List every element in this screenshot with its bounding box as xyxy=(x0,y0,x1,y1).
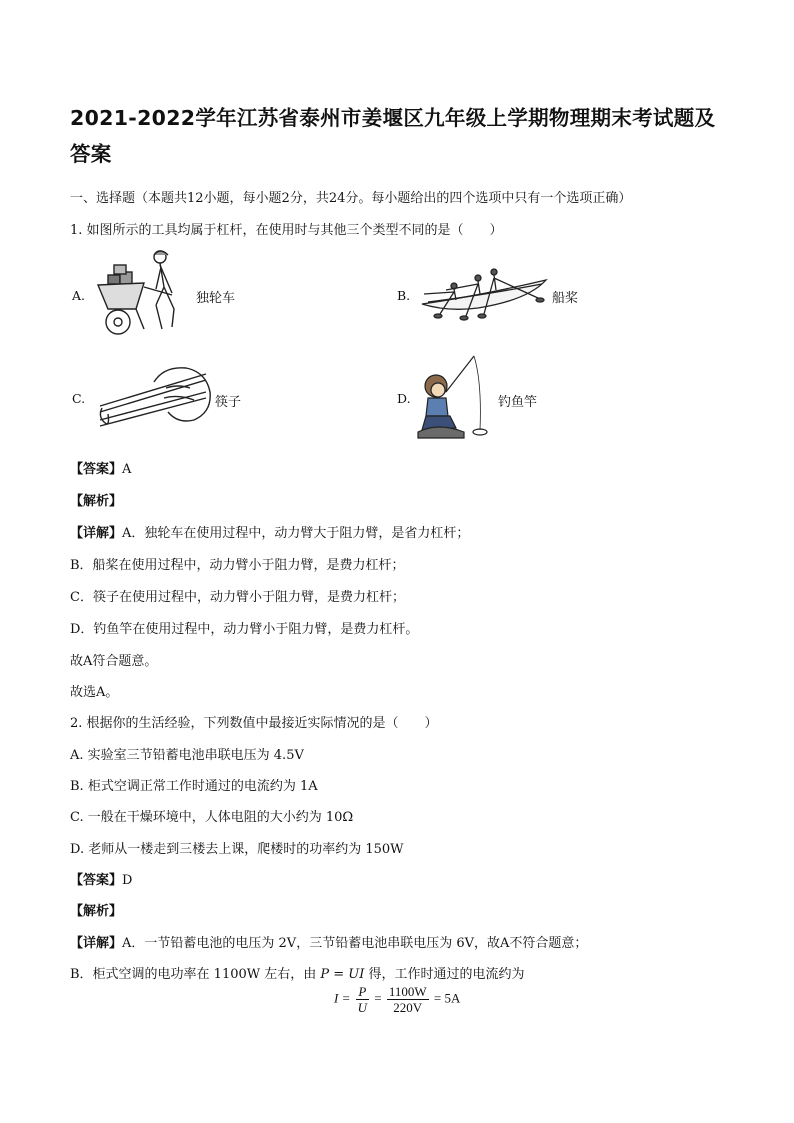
q2-detail-b xyxy=(70,963,525,982)
option-a-name: 独轮车 xyxy=(196,291,236,306)
document-title xyxy=(70,100,730,172)
option-d-letter: D. xyxy=(397,391,411,406)
q1-analysis-label: 【解析】 xyxy=(70,494,123,509)
title-line-1: 2021-2022学年江苏省泰州市姜堰区九年级上学期物理期末考试题及 xyxy=(70,106,716,130)
inline-formula: P = UI xyxy=(320,967,365,982)
detail-text: A．一节铅蓄电池的电压为 2V，三节铅蓄电池串联电压为 6V，故A不符合题意； xyxy=(122,936,588,951)
q2-option-b: B. 柜式空调正常工作时通过的电流约为 1A xyxy=(70,779,318,794)
q1-detail-d: D．钓鱼竿在使用过程中，动力臂小于阻力臂，是费力杠杆。 xyxy=(70,622,419,637)
option-b-name: 船桨 xyxy=(552,291,579,306)
section-heading: 一、选择题（本题共12小题，每小题2分，共24分。每小题给出的四个选项中只有一个选项正确） xyxy=(70,191,632,206)
rowing-boat-illustration-icon xyxy=(418,264,550,324)
fraction-denominator: 220V xyxy=(393,1000,423,1015)
fraction-numerator: 1100W xyxy=(388,984,427,999)
option-c-letter: C. xyxy=(72,391,86,406)
detail-label: 【详解】 xyxy=(70,526,123,541)
chopsticks-illustration-icon xyxy=(94,362,214,436)
q2-answer xyxy=(70,869,132,888)
fishing-boy-illustration-icon xyxy=(416,352,496,442)
formula-lhs: I = xyxy=(334,990,351,1006)
q2-option-d: D. 老师从一楼走到三楼去上课，爬楼时的功率约为 150W xyxy=(70,842,404,857)
fraction-p-over-u xyxy=(356,984,369,1015)
current-formula xyxy=(334,984,460,1015)
option-d-name: 钓鱼竿 xyxy=(498,395,538,410)
option-c-name: 筷子 xyxy=(215,395,242,410)
q1-detail-a xyxy=(70,522,469,541)
q2-analysis-label: 【解析】 xyxy=(70,904,123,919)
q1-conclusion: 故A符合题意。 xyxy=(70,654,158,669)
detail-label: 【详解】 xyxy=(70,936,123,951)
wheelbarrow-illustration-icon xyxy=(94,247,194,339)
fraction-denominator: U xyxy=(357,1000,367,1015)
question-1-stem: 1. 如图所示的工具均属于杠杆，在使用时与其他三个类型不同的是（ ） xyxy=(70,223,503,238)
question-2-stem: 2. 根据你的生活经验，下列数值中最接近实际情况的是（ ） xyxy=(70,716,438,731)
formula-equals: = xyxy=(374,990,382,1006)
detail-text: A．独轮车在使用过程中，动力臂大于阻力臂，是省力杠杆； xyxy=(122,526,470,541)
fraction-values xyxy=(387,984,429,1015)
detail-text: 得，工作时通过的电流约为 xyxy=(368,967,525,982)
option-b-letter: B. xyxy=(397,288,411,303)
title-line-2: 答案 xyxy=(70,142,112,166)
q1-choice: 故选A。 xyxy=(70,685,119,700)
q1-answer xyxy=(70,458,131,477)
detail-text: B．柜式空调的电功率在 1100W 左右，由 xyxy=(70,967,317,982)
q2-option-a: A. 实验室三节铅蓄电池串联电压为 4.5V xyxy=(70,748,304,763)
option-a-letter: A. xyxy=(72,288,86,303)
answer-label: 【答案】 xyxy=(70,462,123,477)
answer-label: 【答案】 xyxy=(70,873,123,888)
q2-option-c: C. 一般在干燥环境中，人体电阻的大小约为 10Ω xyxy=(70,810,354,825)
q2-detail-a xyxy=(70,932,587,951)
answer-value: A xyxy=(122,462,132,477)
answer-value: D xyxy=(122,873,133,888)
formula-result: = 5A xyxy=(433,990,461,1006)
q1-detail-b: B．船桨在使用过程中，动力臂小于阻力臂，是费力杠杆； xyxy=(70,558,405,573)
q1-detail-c: C．筷子在使用过程中，动力臂小于阻力臂，是费力杠杆； xyxy=(70,590,405,605)
fraction-numerator: P xyxy=(356,984,369,1000)
